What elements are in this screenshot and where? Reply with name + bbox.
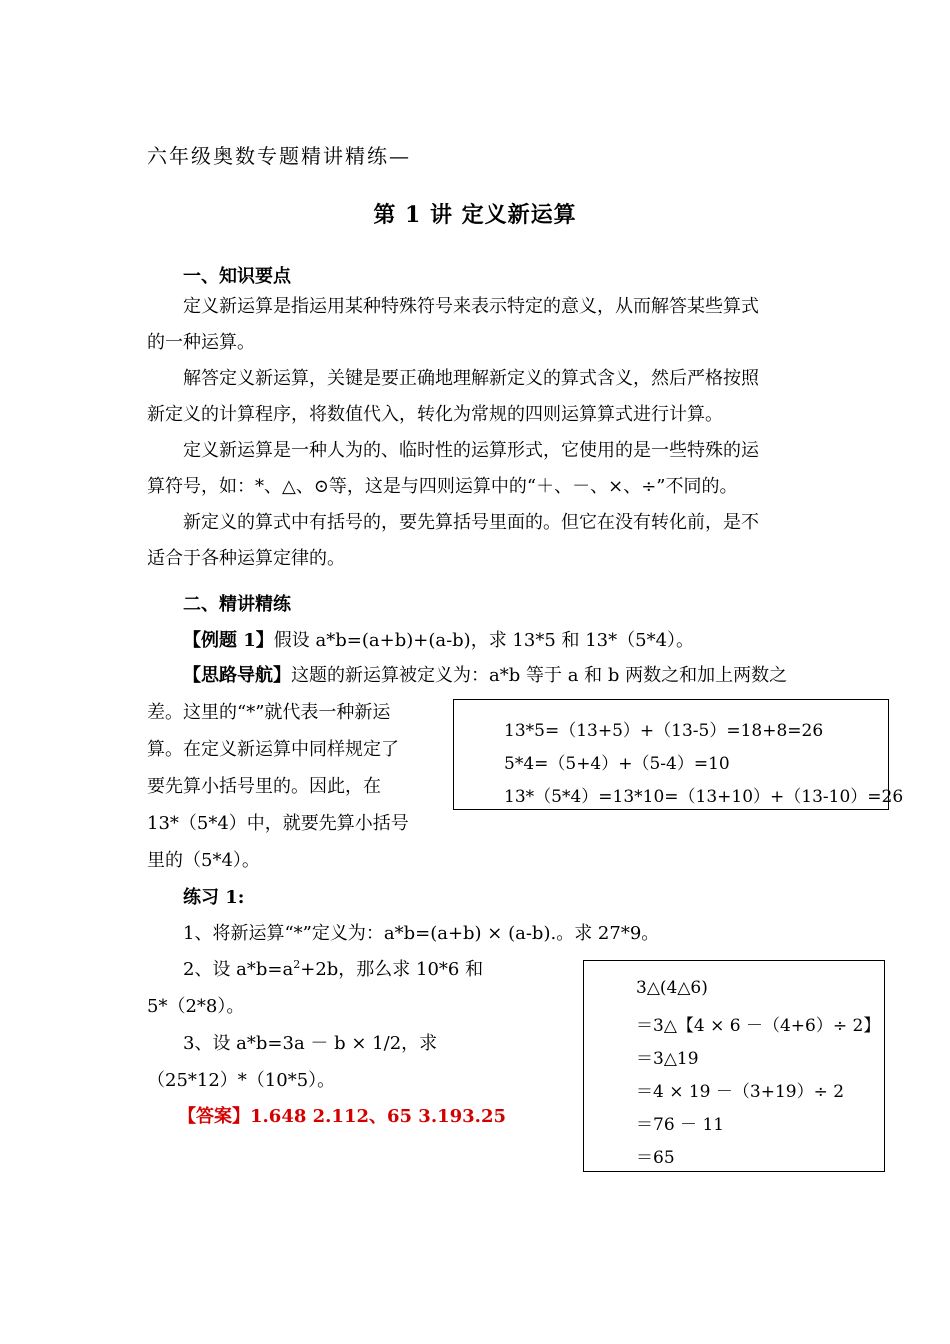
solution-line: ＝4 × 19 －（3+19）÷ 2 [636, 1082, 845, 1102]
solution-line: 3△(4△6) [636, 978, 708, 998]
practice-question-3-cont: （25*12）*（10*5）。 [147, 1070, 336, 1091]
paragraph-line: 定义新运算是一种人为的、临时性的运算形式，它使用的是一些特殊的运 [183, 440, 759, 461]
solution-box-2 [583, 960, 885, 1172]
hint-line-4: 要先算小括号里的。因此，在 [147, 776, 381, 797]
hint-line-3: 算。在定义新运算中同样规定了 [147, 739, 399, 760]
paragraph-line: 解答定义新运算，关键是要正确地理解新定义的算式含义，然后严格按照 [183, 368, 759, 389]
practice-question-1: 1、将新运算“*”定义为：a*b=(a+b) × (a-b).。求 27*9。 [183, 923, 660, 944]
example-1 [183, 626, 694, 652]
solution-line: ＝65 [636, 1148, 675, 1168]
solution-line: ＝3△【4 × 6 －（4+6）÷ 2】 [636, 1016, 881, 1036]
paragraph-line: 的一种运算。 [147, 332, 255, 353]
solution-line: 13*5=（13+5）+（13-5）=18+8=26 [504, 721, 824, 741]
section-heading-knowledge: 一、知识要点 [183, 266, 291, 287]
hint-label: 【思路导航】 [183, 665, 291, 686]
solution-line: 13*（5*4）=13*10=（13+10）+（13-10）=26 [504, 787, 904, 807]
solution-line: ＝76 － 11 [636, 1115, 725, 1135]
q2-part-a: 2、设 a*b=a [183, 959, 294, 980]
paragraph-line: 适合于各种运算定律的。 [147, 548, 345, 569]
paragraph-line: 定义新运算是指运用某种特殊符号来表示特定的意义，从而解答某些算式 [183, 296, 759, 317]
q2-part-b: +2b，那么求 10*6 和 [300, 959, 484, 980]
paragraph-line: 算符号，如：*、△、⊙等，这是与四则运算中的“＋、－、×、÷”不同的。 [147, 476, 738, 497]
example-label: 【例题 1】 [183, 630, 274, 651]
solution-line: ＝3△19 [636, 1049, 699, 1069]
hint-line-1 [183, 661, 787, 687]
solution-line: 5*4=（5+4）+（5-4）=10 [504, 754, 730, 774]
hint-line-6: 里的（5*4）。 [147, 850, 260, 871]
practice-question-2 [183, 955, 483, 981]
practice-question-2-cont: 5*（2*8）。 [147, 996, 245, 1017]
knowledge-paragraphs [147, 289, 807, 577]
hint-line-2: 差。这里的“*”就代表一种新运 [147, 702, 391, 723]
practice-heading: 练习 1: [183, 887, 245, 908]
q2-exponent: 2 [293, 958, 301, 971]
solution-box-1 [453, 699, 904, 810]
example-text: 假设 a*b=(a+b)+(a-b)，求 13*5 和 13*（5*4）。 [273, 630, 695, 651]
hint-text: 这题的新运算被定义为：a*b 等于 a 和 b 两数之和加上两数之 [291, 665, 788, 686]
paragraph-line: 新定义的算式中有括号的，要先算括号里面的。但它在没有转化前，是不 [183, 512, 759, 533]
paragraph-line: 新定义的计算程序，将数值代入，转化为常规的四则运算算式进行计算。 [147, 404, 723, 425]
section-heading-practice: 二、精讲精练 [183, 594, 291, 615]
answer-line: 【答案】1.648 2.112、65 3.193.25 [178, 1106, 506, 1127]
hint-line-5: 13*（5*4）中，就要先算小括号 [147, 813, 409, 834]
practice-question-3: 3、设 a*b=3a － b × 1/2，求 [183, 1033, 438, 1054]
series-title: 六年级奥数专题精讲精练— [147, 144, 411, 168]
lecture-title: 第 1 讲 定义新运算 [373, 202, 577, 228]
